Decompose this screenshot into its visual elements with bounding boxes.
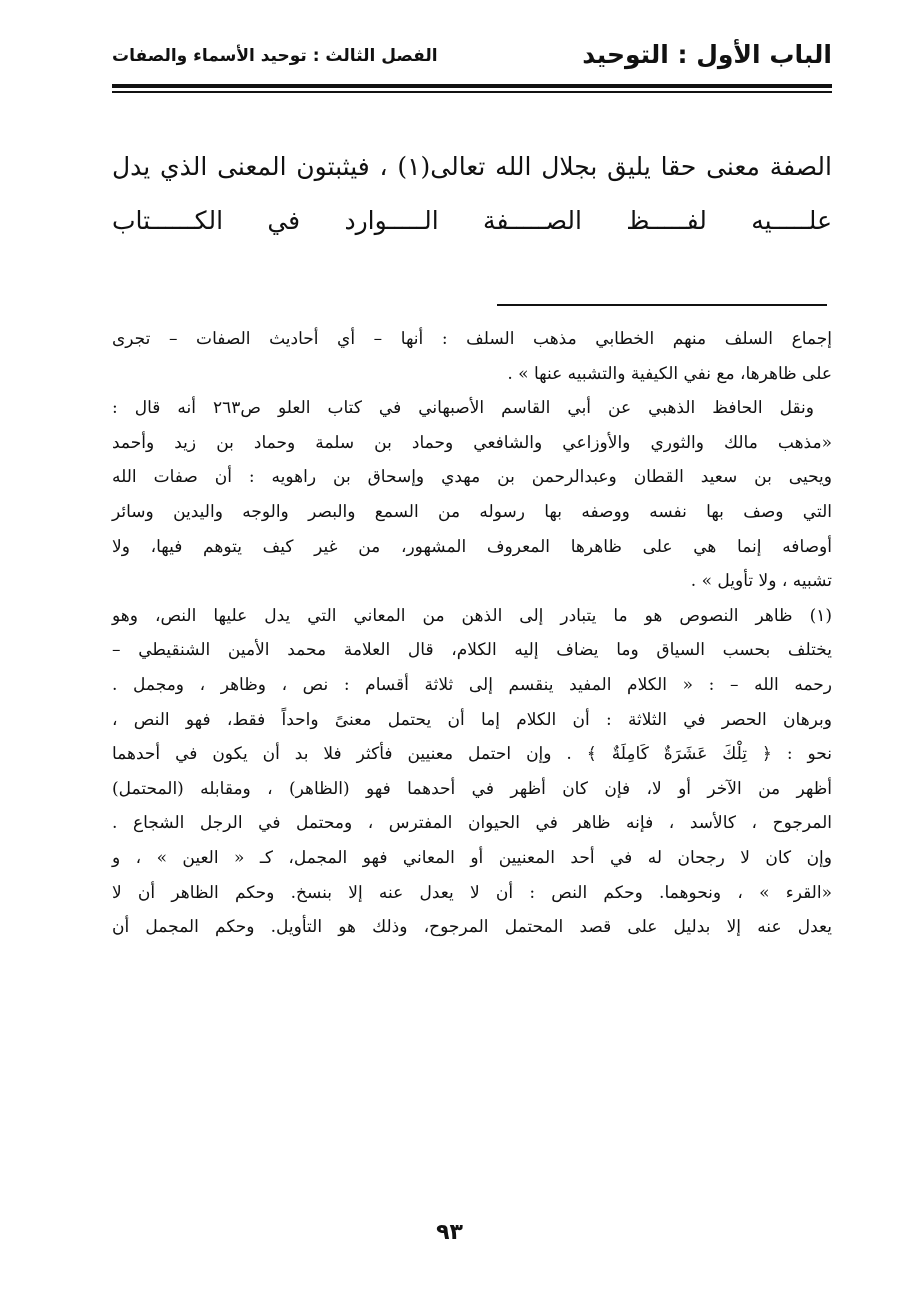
footnote-1-line: أظهر من الآخر أو لا، فإن كان أظهر في أحدهما فهو (الظاهر) ، ومقابله (المحتمل) <box>112 778 832 799</box>
main-line: الصفة معنى حقا يليق بجلال الله تعالى(١) ، فيثبتون المعنى الذي يدل <box>112 152 832 181</box>
footnote-1-line: يختلف بحسب السياق وما يضاف إليه الكلام، قال العلامة محمد الأمين الشنقيطي – <box>112 640 832 661</box>
section-title: الفصل الثالث : توحيد الأسماء والصفات <box>112 46 438 66</box>
main-line: علـــــيه لفـــــظ الصـــــفة الـــــوارد في الكــــــتاب <box>112 206 832 235</box>
note-line: إجماع السلف منهم الخطابي مذهب السلف : أنها – أي أحاديث الصفات – تجرى <box>112 329 832 349</box>
note-line: أوصافه إنما هي على ظاهرها المعروف المشهور، من غير كيف يتوهم فيها، ولا <box>112 536 832 557</box>
footnote-1-line: المرجوح ، كالأسد ، فإنه ظاهر في الحيوان المفترس ، ومحتمل في الرجل الشجاع . <box>112 813 832 834</box>
footnote-separator <box>497 304 827 306</box>
running-header <box>112 40 832 80</box>
page-number: ٩٣ <box>436 1220 463 1245</box>
header-rule-thin <box>112 91 832 93</box>
note-line: تشبيه ، ولا تأويل » . <box>690 571 832 592</box>
header-rule-thick <box>112 84 832 88</box>
footnote-1-line: (١) ظاهر النصوص هو ما يتبادر إلى الذهن من المعاني التي يدل عليها النص، وهو <box>112 605 832 626</box>
note-line: ونقل الحافظ الذهبي عن أبي القاسم الأصبهاني في كتاب العلو ص٢٦٣ أنه قال : <box>112 398 814 419</box>
footnote-1-line: وبرهان الحصر في الثلاثة : أن الكلام إما أن يحتمل معنىً واحداً فقط، فهو النص ، <box>112 709 832 730</box>
chapter-title: الباب الأول : التوحيد <box>582 40 832 69</box>
footnote-1-line: وإن كان لا رجحان له في أحد المعنيين أو المعاني فهو المجمل، كـ « العين » ، و <box>112 847 832 868</box>
footnotes-block <box>112 322 832 945</box>
note-line: ويحيى بن سعيد القطان وعبدالرحمن بن مهدي وإسحاق بن راهويه : أن صفات الله <box>112 467 832 488</box>
footnote-1-line: «القرء » ، ونحوهما. وحكم النص : أن لا يعدل عنه إلا بنسخ. وحكم الظاهر أن لا <box>112 882 832 903</box>
footnote-1-line: رحمه الله – : « الكلام المفيد ينقسم إلى ثلاثة أقسام : نص ، وظاهر ، ومجمل . <box>112 674 832 695</box>
note-line: على ظاهرها، مع نفي الكيفية والتشبيه عنها » . <box>507 363 832 384</box>
note-line: «مذهب مالك والثوري والأوزاعي والشافعي وحماد بن سلمة وحماد بن زيد وأحمد <box>112 432 832 453</box>
footnote-1-line: يعدل عنه إلا بدليل على قصد المحتمل المرجوح، وذلك هو التأويل. وحكم المجمل أن <box>112 917 832 938</box>
note-line: التي وصف بها نفسه ووصفه بها رسوله من السمع والبصر والوجه واليدين وسائر <box>112 501 832 522</box>
footnote-1-line: نحو : ﴿ تِلْكَ عَشَرَةٌ كَامِلَةٌ ﴾ . وإن احتمل معنيين فأكثر فلا بد أن يكون في أحدهما <box>112 744 832 765</box>
main-paragraph <box>112 140 832 248</box>
